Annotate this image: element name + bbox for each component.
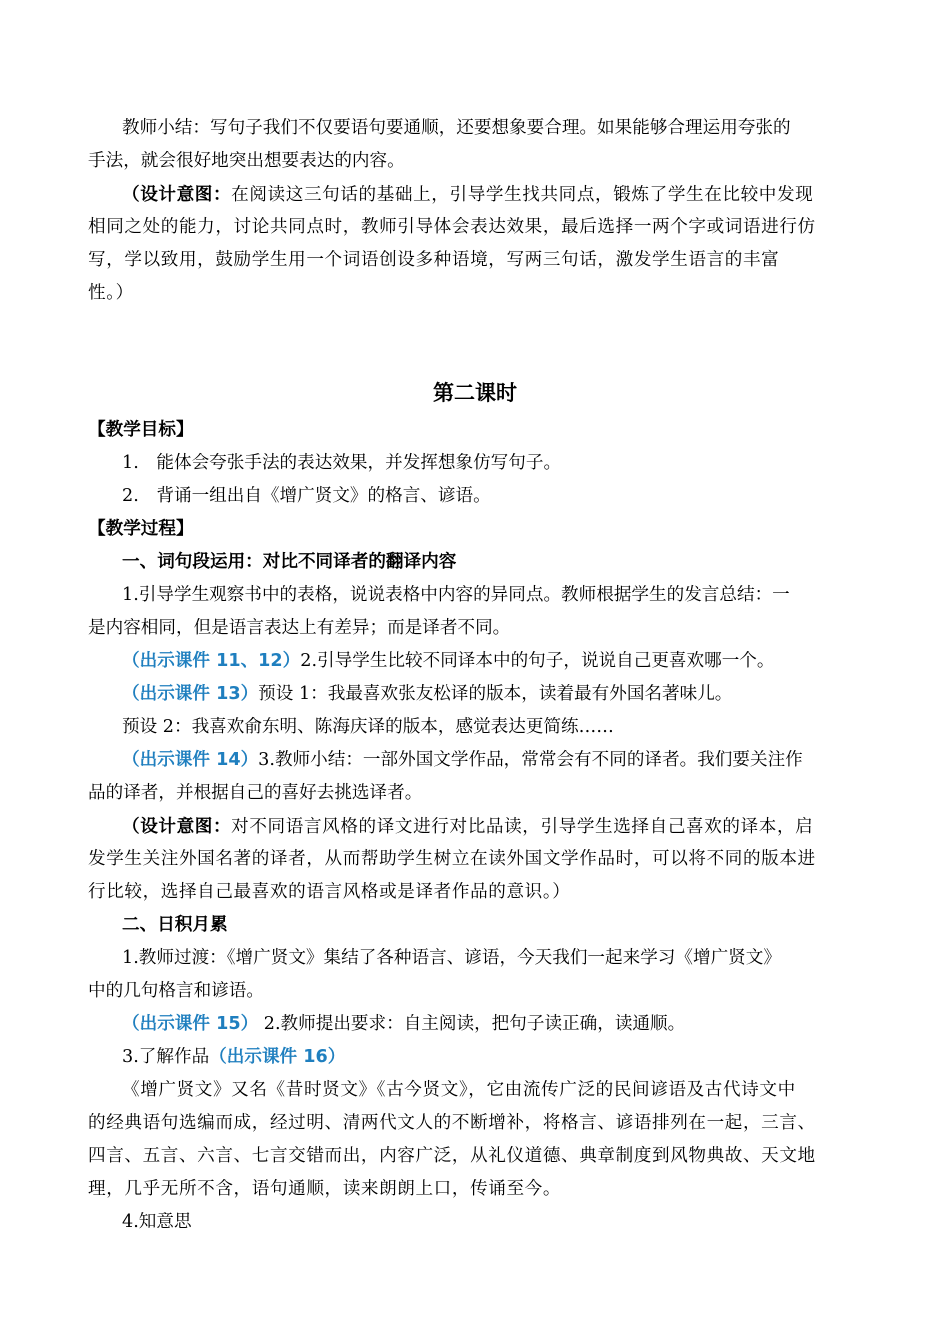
intro-line-2: 的经典语句选编而成，经过明、清两代文人的不断增补，将格言、谚语排列在一起，三言、 — [88, 1113, 816, 1133]
design-intent-2-line-3: 行比较，选择自己最喜欢的语言风格或是译者作品的意识。） — [88, 882, 571, 902]
intro-line-3: 四言、五言、六言、七言交错而出，内容广泛，从礼仪道德、典章制度到风物典故、天文地 — [88, 1146, 816, 1166]
courseware-tag: （出示课件 11、12） — [122, 651, 301, 671]
part2-p3: 3.了解作品（出示课件 16） — [122, 1047, 346, 1067]
part2-p1-line-1: 1.教师过渡：《增广贤文》集结了各种语言、谚语，今天我们一起来学习《增广贤文》 — [122, 948, 781, 968]
design-intent-1-line-1: （设计意图：在阅读这三句话的基础上，引导学生找共同点，锻炼了学生在比较中发现 — [122, 184, 814, 205]
courseware-tag: （出示课件 16） — [209, 1047, 346, 1067]
part2-p1-line-2: 中的几句格言和谚语。 — [88, 981, 264, 1001]
part1-p4: 预设 2：我喜欢俞东明、陈海庆译的版本，感觉表达更简练…… — [122, 717, 614, 737]
design-intent-1-line-2: 相同之处的能力，讨论共同点时，教师引导体会表达效果，最后选择一两个字或词语进行仿 — [88, 217, 816, 237]
design-intent-label: （设计意图： — [122, 816, 232, 837]
process-heading: 【教学过程】 — [88, 519, 194, 539]
lesson-title: 第二课时 — [433, 381, 517, 405]
courseware-tag: （出示课件 14） — [122, 750, 259, 770]
part1-p1-line-1: 1.引导学生观察书中的表格，说说表格中内容的异同点。教师根据学生的发言总结：一 — [122, 585, 790, 605]
part1-heading: 一、词句段运用：对比不同译者的翻译内容 — [122, 552, 457, 572]
part1-p5-line-2: 品的译者，并根据自己的喜好去挑选译者。 — [88, 783, 423, 803]
intro-line-4: 理，几乎无所不含，语句通顺，读来朗朗上口，传诵至今。 — [88, 1179, 562, 1199]
part2-p2: （出示课件 15） 2.教师提出要求：自主阅读，把句子读正确，读通顺。 — [122, 1014, 686, 1034]
design-intent-2-line-2: 发学生关注外国名著的译者，从而帮助学生树立在读外国文学作品时，可以将不同的版本进 — [88, 849, 816, 869]
part2-p4: 4.知意思 — [122, 1212, 192, 1232]
goal-item-2: 2. 背诵一组出自《增广贤文》的格言、谚语。 — [122, 486, 491, 506]
teacher-summary-line-2: 手法，就会很好地突出想要表达的内容。 — [88, 151, 405, 171]
part1-p3: （出示课件 13）预设 1：我最喜欢张友松译的版本，读着最有外国名著味儿。 — [122, 684, 733, 704]
design-intent-1-line-3: 写，学以致用，鼓励学生用一个词语创设多种语境，写两三句话，激发学生语言的丰富 — [88, 250, 780, 270]
design-intent-label: （设计意图： — [122, 184, 232, 205]
part2-heading: 二、日积月累 — [122, 915, 228, 935]
courseware-tag: （出示课件 13） — [122, 684, 259, 704]
part1-p1-line-2: 是内容相同，但是语言表达上有差异；而是译者不同。 — [88, 618, 511, 638]
courseware-tag: （出示课件 15） — [122, 1014, 259, 1034]
design-intent-2-line-1: （设计意图：对不同语言风格的译文进行对比品读，引导学生选择自己喜欢的译本，启 — [122, 816, 814, 837]
teacher-summary-line-1: 教师小结：写句子我们不仅要语句要通顺，还要想象要合理。如果能够合理运用夸张的 — [122, 118, 791, 138]
part1-p2: （出示课件 11、12）2.引导学生比较不同译本中的句子，说说自己更喜欢哪一个。 — [122, 651, 775, 671]
goals-heading: 【教学目标】 — [88, 420, 194, 440]
design-intent-1-line-4: 性。） — [88, 283, 134, 303]
goal-item-1: 1. 能体会夸张手法的表达效果，并发挥想象仿写句子。 — [122, 453, 562, 473]
part1-p5-line-1: （出示课件 14）3.教师小结：一部外国文学作品，常常会有不同的译者。我们要关注作 — [122, 750, 803, 770]
intro-line-1: 《增广贤文》又名《昔时贤文》《古今贤文》，它由流传广泛的民间谚语及古代诗文中 — [122, 1080, 796, 1100]
